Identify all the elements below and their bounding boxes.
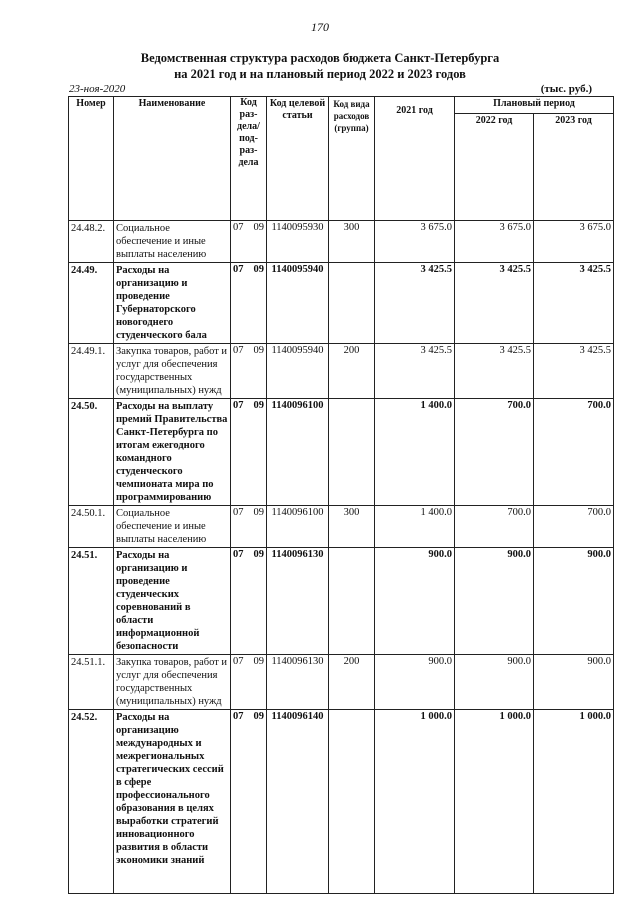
row-target-code: 1140096100 — [267, 399, 329, 506]
row-value-2022: 700.0 — [455, 399, 534, 506]
row-number: 24.48.2. — [69, 221, 114, 263]
row-value-2022: 3 425.5 — [455, 344, 534, 399]
row-section-code — [231, 506, 267, 548]
row-number: 24.50. — [69, 399, 114, 506]
row-value-2022: 900.0 — [455, 548, 534, 655]
row-section: 07 — [233, 711, 244, 722]
row-section-code — [231, 655, 267, 710]
row-name: Расходы на организацию и проведение студенческих соревнований в области информационной безопасности — [114, 548, 231, 655]
row-section: 07 — [233, 507, 244, 518]
table-row — [69, 221, 614, 263]
page-number: 170 — [311, 20, 329, 34]
row-expense-type: 200 — [329, 655, 375, 710]
row-expense-type — [329, 399, 375, 506]
row-subsection: 09 — [253, 656, 264, 667]
title-line-1: Ведомственная структура расходов бюджета Санкт-Петербурга — [140, 51, 500, 65]
row-value-2021: 1 400.0 — [375, 399, 455, 506]
header-section: Код раз-дела/ под-раз-дела — [231, 97, 267, 221]
row-value-2023: 900.0 — [534, 655, 614, 710]
units-label: (тыс. руб.) — [540, 83, 592, 95]
header-target: Код целевой статьи — [267, 97, 329, 221]
row-subsection: 09 — [253, 549, 264, 560]
row-value-2023: 700.0 — [534, 506, 614, 548]
row-expense-type — [329, 263, 375, 344]
row-value-2021: 3 425.5 — [375, 344, 455, 399]
row-section-code — [231, 710, 267, 894]
row-name: Социальное обеспечение и иные выплаты населению — [114, 221, 231, 263]
row-expense-type — [329, 710, 375, 894]
row-name: Расходы на организацию и проведение Губернаторского новогоднего студенческого бала — [114, 263, 231, 344]
row-section-code — [231, 221, 267, 263]
row-value-2023: 700.0 — [534, 399, 614, 506]
header-2021: 2021 год — [375, 97, 455, 221]
row-target-code: 1140095940 — [267, 344, 329, 399]
row-value-2022: 700.0 — [455, 506, 534, 548]
row-name: Социальное обеспечение и иные выплаты населению — [114, 506, 231, 548]
header-number: Номер — [69, 97, 114, 221]
row-value-2021: 900.0 — [375, 548, 455, 655]
row-target-code: 1140096130 — [267, 655, 329, 710]
table-row — [69, 710, 614, 894]
table-row — [69, 548, 614, 655]
row-name: Закупка товаров, работ и услуг для обеспечения государственных (муниципальных) нужд — [114, 655, 231, 710]
row-number: 24.49. — [69, 263, 114, 344]
row-section: 07 — [233, 264, 244, 275]
table-row — [69, 263, 614, 344]
row-value-2023: 3 425.5 — [534, 263, 614, 344]
row-target-code: 1140096140 — [267, 710, 329, 894]
row-value-2023: 3 425.5 — [534, 344, 614, 399]
row-expense-type: 200 — [329, 344, 375, 399]
table-row — [69, 344, 614, 399]
row-subsection: 09 — [253, 345, 264, 356]
header-2023: 2023 год — [534, 114, 614, 221]
header-plan-period: Плановый период — [455, 97, 614, 114]
document-title — [0, 50, 640, 82]
row-expense-type: 300 — [329, 506, 375, 548]
row-target-code: 1140096130 — [267, 548, 329, 655]
row-section: 07 — [233, 345, 244, 356]
row-section: 07 — [233, 222, 244, 233]
row-name: Закупка товаров, работ и услуг для обеспечения государственных (муниципальных) нужд — [114, 344, 231, 399]
row-number: 24.51.1. — [69, 655, 114, 710]
row-target-code: 1140096100 — [267, 506, 329, 548]
header-name: Наименование — [114, 97, 231, 221]
row-expense-type — [329, 548, 375, 655]
title-line-2: на 2021 год и на плановый период 2022 и 2023 годов — [174, 67, 466, 81]
row-subsection: 09 — [253, 711, 264, 722]
row-value-2022: 1 000.0 — [455, 710, 534, 894]
header-2022: 2022 год — [455, 114, 534, 221]
row-value-2021: 1 000.0 — [375, 710, 455, 894]
row-section: 07 — [233, 656, 244, 667]
row-value-2021: 1 400.0 — [375, 506, 455, 548]
document-date: 23-ноя-2020 — [69, 83, 126, 95]
row-subsection: 09 — [253, 507, 264, 518]
row-value-2021: 3 425.5 — [375, 263, 455, 344]
row-section: 07 — [233, 549, 244, 560]
row-value-2021: 3 675.0 — [375, 221, 455, 263]
row-section-code — [231, 344, 267, 399]
row-subsection: 09 — [253, 222, 264, 233]
row-section-code — [231, 263, 267, 344]
row-value-2022: 900.0 — [455, 655, 534, 710]
row-value-2023: 1 000.0 — [534, 710, 614, 894]
row-target-code: 1140095940 — [267, 263, 329, 344]
row-number: 24.50.1. — [69, 506, 114, 548]
row-number: 24.52. — [69, 710, 114, 894]
row-value-2022: 3 675.0 — [455, 221, 534, 263]
header-type: Код вида расходов (группа) — [329, 97, 375, 221]
row-name: Расходы на выплату премий Правительства Санкт-Петербурга по итогам ежегодного командного студенческого чемпионата мира по программированию — [114, 399, 231, 506]
row-target-code: 1140095930 — [267, 221, 329, 263]
row-value-2022: 3 425.5 — [455, 263, 534, 344]
row-value-2023: 3 675.0 — [534, 221, 614, 263]
row-subsection: 09 — [253, 264, 264, 275]
table-row — [69, 655, 614, 710]
row-section-code — [231, 399, 267, 506]
budget-table — [68, 96, 614, 894]
table-row — [69, 399, 614, 506]
row-number: 24.49.1. — [69, 344, 114, 399]
row-subsection: 09 — [253, 400, 264, 411]
row-section-code — [231, 548, 267, 655]
row-expense-type: 300 — [329, 221, 375, 263]
row-name: Расходы на организацию международных и межрегиональных стратегических сессий в сфере профессионального образования в целях выработки стратегий инновационного развития в области экономики знаний — [114, 710, 231, 894]
row-number: 24.51. — [69, 548, 114, 655]
row-value-2021: 900.0 — [375, 655, 455, 710]
table-row — [69, 506, 614, 548]
row-section: 07 — [233, 400, 244, 411]
row-value-2023: 900.0 — [534, 548, 614, 655]
